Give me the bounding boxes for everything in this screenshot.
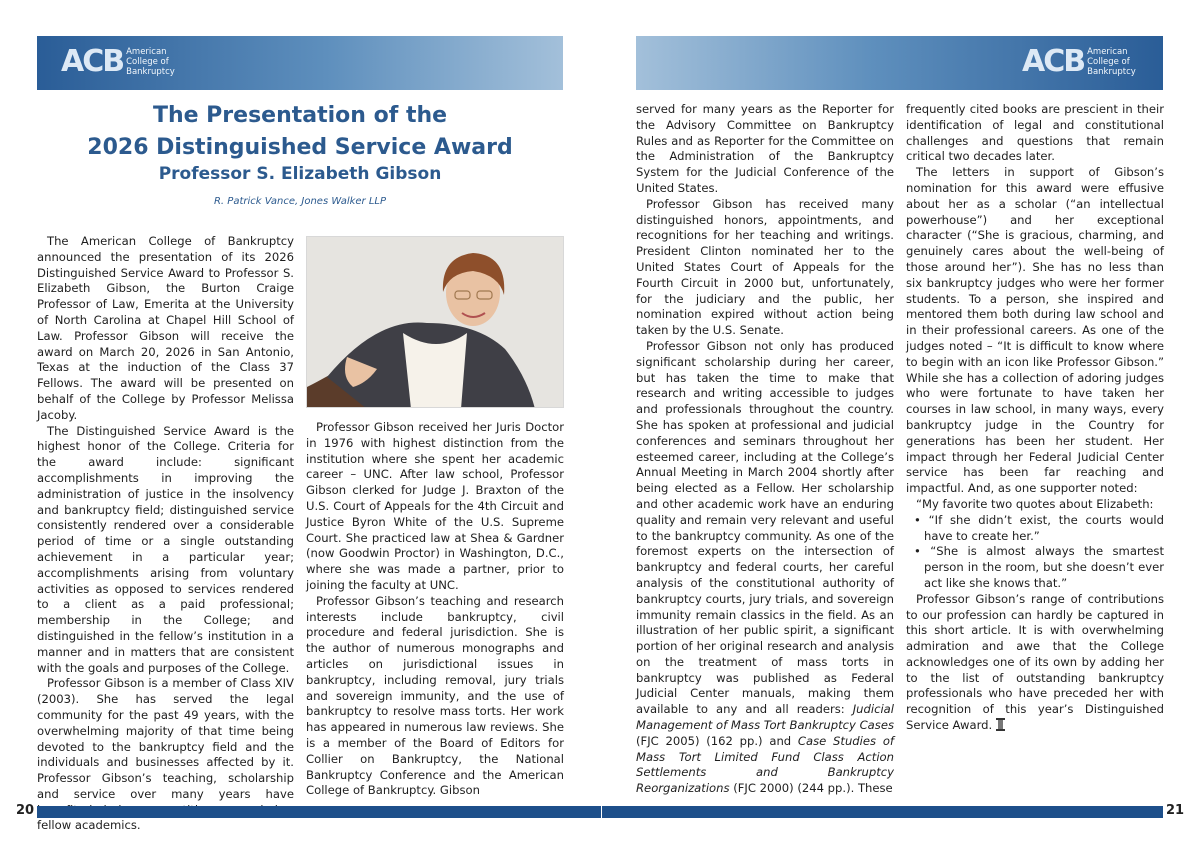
header-banner-left <box>37 36 563 90</box>
article-title-line-2: 2026 Distinguished Service Award <box>87 135 513 160</box>
header-banner-right <box>636 36 1163 90</box>
paragraph: The American College of Bankruptcy announced the presentation of its 2026 Distinguished Service Award to Professor S. Elizabeth Gibson, the Burton Craige Professor of Law, Emerita at the University of North Carolina at Chapel Hill School of Law. Professor Gibson will receive the award on March 20, 2026 in San Antonio, Texas at the induction of the Class 37 Fellows. The award will be presented on behalf of the College by Professor Melissa Jacoby. <box>37 234 294 422</box>
paragraph: The Distinguished Service Award is the highest honor of the College. Criteria for the award include: significant accomplishments in improving the administration of justice in the insolvency and bankruptcy field; distinguished service consistently rendered over a considerable period of time or a single outstanding achievement in a particular year; accomplishments arising from voluntary activities as opposed to services rendered to a client as a paid professional; membership in the College; and distinguished in the fellow’s institution in a manner and in matters that are consistent with the goals and purposes of the College. <box>37 423 294 675</box>
acb-logo <box>61 44 175 80</box>
logo-wordmark: American College of Bankruptcy <box>1087 47 1136 77</box>
paragraph: Professor Gibson received her Juris Doctor in 1976 with highest distinction from the institution where she spent her academic career – UNC. After law school, Professor Gibson clerked for Judge J. Braxton of the U.S. Court of Appeals for the 4th Circuit and Justice Byron White of the U.S. Supreme Court. She practiced law at Shea & Gardner (now Goodwin Proctor) in Washington, D.C., where she was made a partner, prior to joining the faculty at UNC. <box>306 420 564 592</box>
paragraph: served for many years as the Reporter for the Advisory Committee on Bankruptcy Rules and as Reporter for the Committee on the Administration of the Bankruptcy System for the Judicial Conference of the United States. <box>636 102 894 195</box>
paragraph: frequently cited books are prescient in their identification of legal and constitutional challenges and questions that remain critical two decades later. <box>906 102 1164 164</box>
paragraph: Professor Gibson’s teaching and research interests include bankruptcy, civil procedure and federal jurisdiction. She is the author of numerous monographs and articles on jurisdictional issues in bankruptcy, including removal, jury trials and sovereign immunity, and the use of bankruptcy to resolve mass torts. Her work has appeared in numerous law reviews. She is a member of the Board of Editors for Collier on Bankruptcy, the National Bankruptcy Conference and the American College of Bankruptcy. Gibson <box>306 593 564 798</box>
quote-bullet: • “If she didn’t exist, the courts would have to create her.” <box>914 512 1165 543</box>
book-title: Judicial Management of Mass Tort Bankruptcy Cases <box>636 702 895 733</box>
paragraph: Professor Gibson not only has produced significant scholarship during her career, but has taken the time to make that research and writing accessible to judges and professionals throughout the country. She has spoken at professional and judicial conferences and seminars throughout her esteemed career, including at the College’s Annual Meeting in March 2004 shortly after being elected as a Fellow. Her scholarship and other academic work have an enduring quality and remain very relevant and useful to the bankruptcy community. As one of the foremost experts on the intersection of bankruptcy and federal courts, her careful analysis of the constitutional authority of bankruptcy courts, jury trials, and sovereign immunity remain classics in the field. As an illustration of her public spirit, a significant portion of her original research and analysis on the treatment of mass torts in bankruptcy was published as Federal Judicial Center manuals, making them available to any and all readers: Judicial Management of Mass Tort Bankruptcy Cases (FJC 2005) (162 pp.) and Case Studies of Mass Tort Limited Fund Class Action Settlements and Bankruptcy Reorganizations (FJC 2000) (244 pp.). These <box>636 338 895 796</box>
paragraph: Professor Gibson is a member of Class XIV (2003). She has served the legal community for the past 49 years, with the overwhelming majority of that time being devoted to the bankruptcy field and the individuals and businesses affected by it. Professor Gibson’s teaching, scholarship and service over many years have fellow academics. <box>37 676 294 833</box>
footer-bar-right <box>602 806 1163 818</box>
book-title: Case Studies of Mass Tort Limited Fund Class Action Settlements and Bankruptcy Reorganizations <box>636 733 894 796</box>
paragraph: Professor Gibson has received many distinguished honors, appointments, and recognitions for her teaching and writings. President Clinton nominated her to the United States Court of Appeals for the Fourth Circuit in 2000 but, unfortunately, for the judiciary and the public, her nomination expired without action being taken by the U.S. Senate. <box>636 196 894 338</box>
logo-mark: ACB <box>61 44 124 79</box>
article-title-block <box>37 100 563 207</box>
article-title-line-1: The Presentation of the <box>152 103 448 128</box>
paragraph: The letters in support of Gibson’s nomination for this award were effusive about her as a scholar (“an intellectual powerhouse”) and her exceptional character (“She is gracious, charming, and genuinely cares about the well-being of those around her”). She has no less than six bankruptcy judges who were her former students. To a person, she inspired and mentored them both during law school and in their professional careers. As one of the judges noted – “It is difficult to know where to begin with an icon like Professor Gibson.” While she has a collection of adoring judges who were fortunate to have taken her courses in law school, in many ways, every bankruptcy judge in the Country for generations has been her student. Her impact through her Federal Judicial Center service has been far reaching and impactful. And, as one supporter noted: <box>906 165 1164 496</box>
logo-mark: ACB <box>1022 44 1085 79</box>
page-number-left: 20 <box>16 803 35 818</box>
quote-bullet: • “She is almost always the smartest person in the room, but she doesn’t ever act like she knows that.” <box>914 544 1164 590</box>
article-subtitle: Professor S. Elizabeth Gibson <box>158 164 442 184</box>
logo-wordmark: American College of Bankruptcy <box>126 47 175 77</box>
page-number-right: 21 <box>1166 803 1185 818</box>
paragraph: Professor Gibson’s range of contributions to our profession can hardly be captured in this short article. It is with overwhelming admiration and awe that the College acknowledges one of its own by adding her to the list of outstanding bankruptcy professionals who have preceded her with recognition of this year’s Distinguished Service Award. <box>906 591 1164 733</box>
article-column-3 <box>636 102 894 797</box>
byline: R. Patrick Vance, Jones Walker LLP <box>213 196 387 207</box>
article-column-2 <box>306 420 564 799</box>
acb-logo <box>1022 44 1136 80</box>
article-column-1 <box>37 234 294 834</box>
quote-intro: “My favorite two quotes about Elizabeth: <box>916 496 1154 511</box>
end-mark-icon <box>996 718 1005 731</box>
portrait-illustration <box>307 237 564 408</box>
footer-bar-left <box>37 806 601 818</box>
portrait-photo <box>306 236 564 408</box>
article-column-4 <box>906 102 1164 734</box>
